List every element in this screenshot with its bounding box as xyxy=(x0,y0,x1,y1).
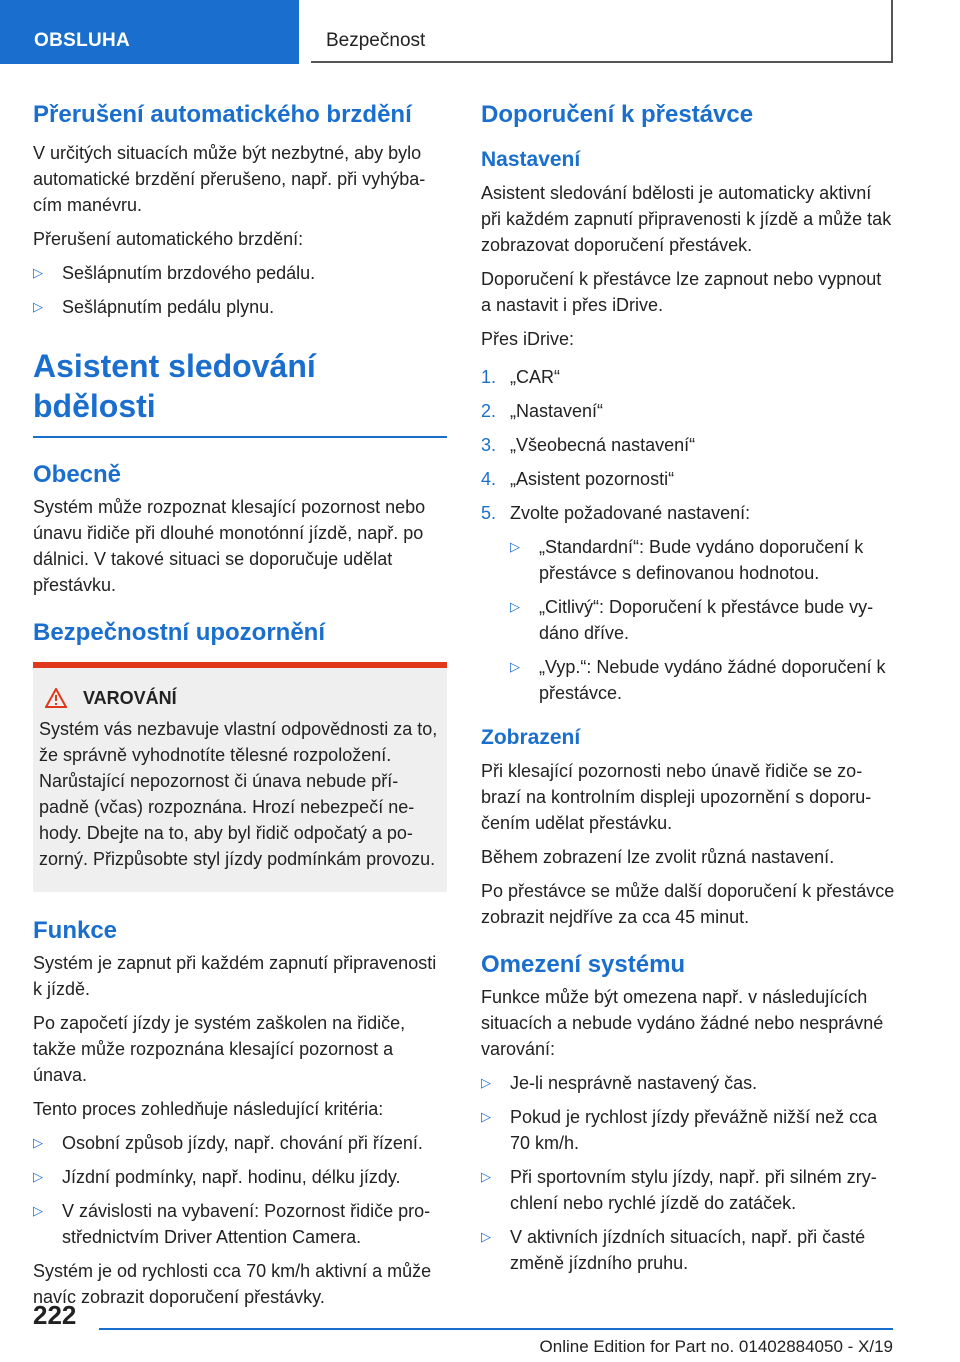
bullet-list xyxy=(33,1130,447,1250)
subsection-title-general: Obecně xyxy=(33,461,122,488)
triangle-bullet-icon: ▷ xyxy=(510,599,520,614)
triangle-bullet-icon: ▷ xyxy=(33,1135,43,1150)
paragraph: Po započetí jízdy je systém zaškolen na řidiče, takže může rozpoznána klesající pozornost a únava. xyxy=(33,1013,406,1085)
footer-edition-text: Online Edition for Part no. 01402884050 - X/19 xyxy=(539,1337,893,1356)
subsection-title-display: Zobrazení xyxy=(481,726,581,749)
chapter-title: Asistent sledování bdělosti xyxy=(33,346,447,438)
step-number: 3. xyxy=(481,435,497,455)
warning-title: VAROVÁNÍ xyxy=(83,688,177,708)
left-column xyxy=(33,100,447,1318)
triangle-bullet-icon: ▷ xyxy=(481,1169,491,1184)
warning-text: Systém vás nezbavuje vlastní odpovědnosti za to, že správně vyhodnotíte tělesné rozpoložení. Narůstající nepozornost či únava nebude případně (včas) rozpoznána. Hrozí nebezpečí nehody. Dbejte na to, aby byl řidič odpočatý a pozorný. Přizpůsobte styl jízdy podmínkám provozu. xyxy=(39,719,438,869)
step-number: 1. xyxy=(481,367,497,387)
section-title-break-recommendation: Doporučení k přestávce xyxy=(481,101,754,128)
subsection-title-safety: Bezpečnostní upozornění xyxy=(33,619,326,646)
footer-edition xyxy=(300,1337,893,1357)
list-item: 2. „Nastavení“ xyxy=(481,398,895,424)
paragraph: Tento proces zohledňuje následující kritéria: xyxy=(33,1099,384,1119)
paragraph: Přerušení automatického brzdění: xyxy=(33,229,304,249)
bullet-list xyxy=(33,260,447,320)
list-item: ▷ V závislosti na vybavení: Pozornost řidiče prostřednictvím Driver Attention Camera. xyxy=(33,1198,447,1250)
triangle-bullet-icon: ▷ xyxy=(481,1075,491,1090)
subsection-title-limits: Omezení systému xyxy=(481,951,686,978)
paragraph: Systém je zapnut při každém zapnutí připravenosti k jízdě. xyxy=(33,953,437,999)
list-item: ▷ „Citlivý“: Doporučení k přestávce bude vydáno dříve. xyxy=(510,594,895,646)
subsection-title-function: Funkce xyxy=(33,917,118,944)
list-item: ▷ Je-li nesprávně nastavený čas. xyxy=(481,1070,895,1096)
numbered-list xyxy=(481,364,895,706)
triangle-bullet-icon: ▷ xyxy=(33,1203,43,1218)
bullet-list xyxy=(481,1070,895,1276)
paragraph: Doporučení k přestávce lze zapnout nebo vypnout a nastavit i přes iDrive. xyxy=(481,269,882,315)
list-item: 3. „Všeobecná nastavení“ xyxy=(481,432,895,458)
list-item: ▷ Jízdní podmínky, např. hodinu, délku jízdy. xyxy=(33,1164,447,1190)
bullet-list xyxy=(510,534,895,706)
header-section-tab xyxy=(0,0,299,64)
warning-box xyxy=(33,662,447,892)
triangle-bullet-icon: ▷ xyxy=(510,659,520,674)
header-section-label: OBSLUHA xyxy=(34,30,131,51)
footer-rule xyxy=(99,1328,893,1330)
right-column xyxy=(481,100,895,1284)
list-item: ▷ Osobní způsob jízdy, např. chování při řízení. xyxy=(33,1130,447,1156)
list-item: 1. „CAR“ xyxy=(481,364,895,390)
paragraph: Systém je od rychlosti cca 70 km/h aktivní a může navíc zobrazit doporučení přestávky. xyxy=(33,1261,432,1307)
triangle-bullet-icon: ▷ xyxy=(33,299,43,314)
list-item: ▷ V aktivních jízdních situacích, např. při časté změně jízdního pruhu. xyxy=(481,1224,895,1276)
triangle-bullet-icon: ▷ xyxy=(481,1109,491,1124)
warning-triangle-icon xyxy=(45,688,67,708)
paragraph: Přes iDrive: xyxy=(481,329,575,349)
paragraph: Při klesající pozornosti nebo únavě řidiče se zobrazí na kontrolním displeji upozornění s doporučením udělat přestávku. xyxy=(481,761,872,833)
section-title-brake-interrupt: Přerušení automatického brzdění xyxy=(33,101,412,128)
list-item: ▷ Pokud je rychlost jízdy převážně nižší než cca 70 km/h. xyxy=(481,1104,895,1156)
list-item: ▷ Sešlápnutím pedálu plynu. xyxy=(33,294,447,320)
list-item: 4. „Asistent pozornosti“ xyxy=(481,466,895,492)
paragraph: Během zobrazení lze zvolit různá nastavení. xyxy=(481,847,835,867)
paragraph: Asistent sledování bdělosti je automaticky aktivní při každém zapnutí připravenosti k jízdě a může tak zobrazovat doporučení přestávek. xyxy=(481,183,892,255)
paragraph: Po přestávce se může další doporučení k přestávce zobrazit nejdříve za cca 45 minut. xyxy=(481,881,895,927)
page-number: 222 xyxy=(33,1300,77,1330)
list-item: ▷ „Vyp.“: Nebude vydáno žádné doporučení k přestávce. xyxy=(510,654,895,706)
paragraph: Funkce může být omezena např. v následujících situacích a nebude vydáno žádné nebo nesprávné varování: xyxy=(481,987,884,1059)
list-item: ▷ Při sportovním stylu jízdy, např. při silném zrychlení nebo rychlé jízdě do zatáček. xyxy=(481,1164,895,1216)
list-item: ▷ „Standardní“: Bude vydáno doporučení k přestávce s definovanou hodnotou. xyxy=(510,534,895,586)
subsection-title-settings: Nastavení xyxy=(481,148,581,171)
header-topic-label: Bezpečnost xyxy=(326,30,426,51)
triangle-bullet-icon: ▷ xyxy=(481,1229,491,1244)
paragraph: Systém může rozpoznat klesající pozornost nebo únavu řidiče při dlouhé monotónní jízdě, např. po dálnici. V takové situaci se doporučuje udělat přestávku. xyxy=(33,497,426,595)
triangle-bullet-icon: ▷ xyxy=(510,539,520,554)
list-item: ▷ Sešlápnutím brzdového pedálu. xyxy=(33,260,447,286)
triangle-bullet-icon: ▷ xyxy=(33,1169,43,1184)
paragraph: V určitých situacích může být nezbytné, aby bylo automatické brzdění přerušeno, např. při vyhýbacím manévru. xyxy=(33,143,426,215)
triangle-bullet-icon: ▷ xyxy=(33,265,43,280)
list-item: 5. Zvolte požadované nastavení: ▷ „Standardní“: Bude vydáno doporučení k přestávce s definovanou hodnotou. ▷ „Citlivý“: Doporučení k přestávce bude vydáno dříve. ▷ „Vyp.“: Nebude vydáno žádné doporučení k přestávce. xyxy=(481,500,895,706)
header-topic-box xyxy=(311,0,893,63)
step-number: 2. xyxy=(481,401,497,421)
step-number: 4. xyxy=(481,469,497,489)
step-number: 5. xyxy=(481,503,497,523)
